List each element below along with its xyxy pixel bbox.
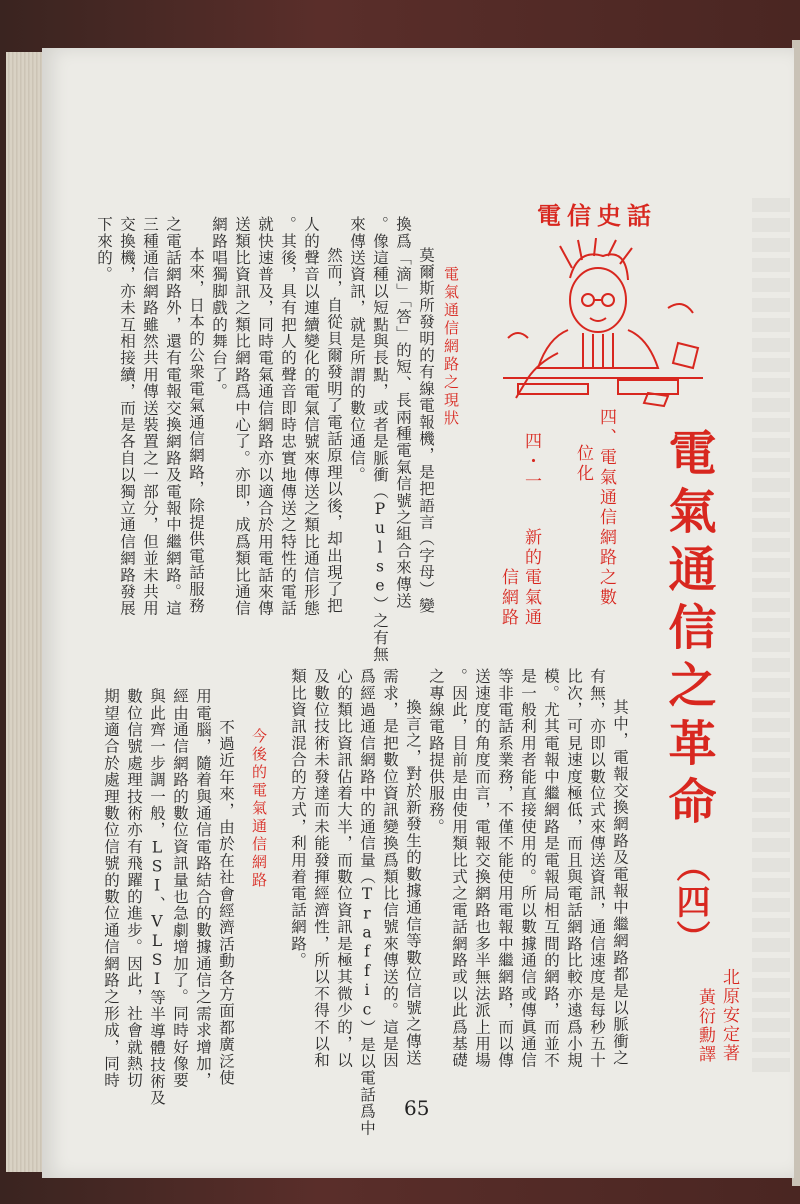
- series-title: 電信史話: [537, 201, 657, 230]
- writer-illustration: [498, 238, 708, 408]
- article-part: （四）: [670, 848, 710, 956]
- text-column: 爲經過通信網路中的通信量（Traffic）是以電話爲中: [358, 668, 376, 1137]
- text-column: 來傳送資訊，就是所謂的數位通信。: [348, 216, 366, 484]
- text-column: 經由通信網路的數位資訊量也急劇增加了。同時好像要: [171, 688, 189, 1089]
- text-column: 換言之，對於新發生的數據通信等數位信號之傳送: [404, 682, 422, 1067]
- page-number: 65: [404, 1096, 430, 1120]
- author-translator: 黃衍勳譯: [695, 988, 715, 1064]
- text-column: 。像這種以短點與長點，或者是脈衝（Pulse）之有無: [371, 216, 389, 663]
- article-title: 電氣通信之革命: [660, 428, 716, 834]
- section-4-1-title: 新的電氣通: [521, 528, 541, 628]
- section-4-1-title-cont: 信網路: [498, 568, 518, 628]
- subsection-present-state: 電氣通信網路之現狀: [442, 266, 460, 428]
- text-column: 其中，電報交換網路及電報中繼網路都是以脈衝之: [611, 682, 629, 1067]
- text-column: 三種通信網路雖然共用傳送裝置之一部分，但並未共用: [141, 216, 159, 617]
- text-column: 期望適合於處理數位信號的數位通信網路之形成，同時: [102, 688, 120, 1089]
- text-column: 然而，自從貝爾發明了電話原理以後，却出現了把: [325, 230, 343, 615]
- text-column: 之專線電路提供服務。: [427, 668, 445, 835]
- section-4-1-number: 四・一: [521, 432, 541, 492]
- text-column: 下來的。: [95, 216, 113, 283]
- text-column: 需求，是把數位資訊變換爲類比信號來傳送的。這是因: [381, 668, 399, 1069]
- text-column: 本來，日本的公衆電氣通信網路，除提供電話服務: [187, 230, 205, 615]
- text-column: 送類比資訊之類比網路爲中心了。亦即，成爲類比通信: [233, 216, 251, 617]
- text-column: 數位信號處理技術亦有飛躍的進步。因此，社會就熱切: [125, 688, 143, 1089]
- author-writer: 北原安定著: [719, 968, 739, 1063]
- text-column: 心的類比資訊佔着大半，而數位資訊是極其微少的，以: [335, 668, 353, 1069]
- subsection-future: 今後的電氣通信網路: [250, 728, 268, 890]
- text-column: 類比資訊混合的方式，利用着電話網路。: [289, 668, 307, 969]
- text-column: 。因此，目前是由使用類比式之電話網路或以此爲基礎: [450, 668, 468, 1069]
- text-column: 及數位技術未發達而未能發揮經濟性，所以不得不以和: [312, 668, 330, 1069]
- page-stack-edge: [6, 52, 46, 1172]
- text-column: 等非電話系業務，不僅不能使用電報中繼網路，而以傳: [496, 668, 514, 1069]
- lower-left-text-block: [94, 688, 236, 1107]
- text-column: 比次，可見速度極低，而且與電話網路比較亦遠爲小規: [565, 668, 583, 1069]
- text-column: 網路唱獨脚戲的舞台了。: [210, 216, 228, 400]
- book-page: [42, 48, 794, 1178]
- show-through-text: [752, 198, 790, 1078]
- text-column: 不過近年來，由於在社會經濟活動各方面都廣泛使: [217, 702, 235, 1087]
- text-column: 與此齊一步調一般，LSI、VLSI等半導體技術及: [148, 688, 166, 1107]
- text-column: 用電腦，隨着與通信電路結合的數據通信之需求增加，: [194, 688, 212, 1089]
- text-column: 換爲「滴」「答」的短、長兩種電氣信號之組合來傳送: [394, 216, 412, 610]
- upper-text-block: [86, 216, 436, 678]
- text-column: 是一般利用者能直接使用的。所以數據通信或傳眞通信: [519, 668, 537, 1069]
- section-4-heading-cont: 位化: [573, 444, 593, 484]
- text-column: 。其後，具有把人的聲音即時忠實地傳送之特性的電話: [279, 216, 297, 617]
- text-column: 有無，亦即以數位式來傳送資訊，通信速度是每秒五十: [588, 668, 606, 1069]
- text-column: 之電話網路外，還有電報交換網路及電報中繼網路。這: [164, 216, 182, 617]
- text-column: 人的聲音以連續變化的電氣信號來傳送之類比通信形態: [302, 216, 320, 617]
- text-column: 就快速普及，同時電氣通信網路亦以適合於用電話來傳: [256, 216, 274, 617]
- section-4-heading: 四、電氣通信網路之數: [596, 408, 616, 608]
- text-column: 送速度的角度而言，電報交換網路也多半無法派上用場: [473, 668, 491, 1069]
- text-column: 莫爾斯所發明的有線電報機，是把語言（字母）變: [417, 230, 435, 615]
- text-column: 模。尤其電報中繼網路是電報局相互間的網路，而並不: [542, 668, 560, 1069]
- text-column: 交換機，亦未互相接續，而是各自以獨立通信網路發展: [118, 216, 136, 617]
